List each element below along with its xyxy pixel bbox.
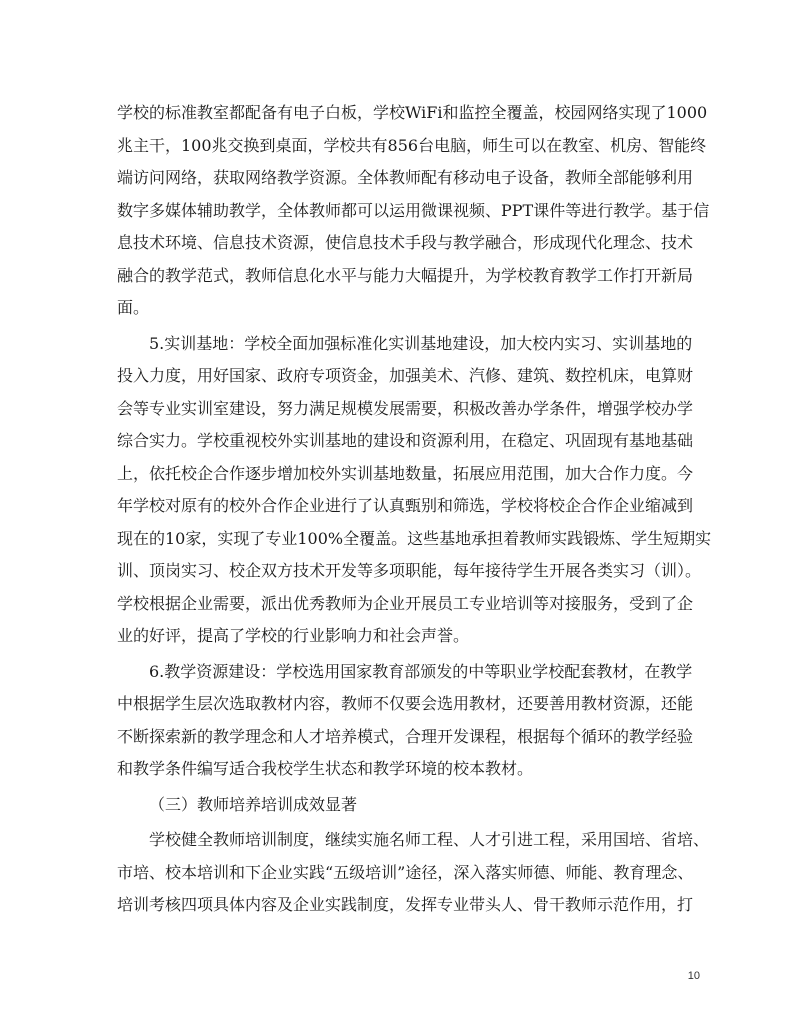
text-line: 和教学条件编写适合我校学生状态和教学环境的校本教材。 bbox=[117, 759, 534, 778]
text-line: 学校的标准教室都配备有电子白板，学校WiFi和监控全覆盖，校园网络实现了1000 bbox=[117, 103, 708, 122]
text-line: 现在的10家，实现了专业100%全覆盖。这些基地承担着教师实践锻炼、学生短期实 bbox=[117, 528, 712, 548]
document-page bbox=[117, 97, 712, 922]
text-line: 学校根据企业需要，派出优秀教师为企业开展员工专业培训等对接服务，受到了企 bbox=[117, 593, 694, 613]
text-line: 训、顶岗实习、校企双方技术开发等多项职能，每年接待学生开展各类实习（训）。 bbox=[117, 561, 702, 580]
text-line: 市培、校本培训和下企业实践“五级培训”途径，深入落实师德、师能、教育理念、 bbox=[117, 862, 694, 882]
text-line: 业的好评，提高了学校的行业影响力和社会声誉。 bbox=[117, 626, 470, 645]
text-line: 上，依托校企合作逐步增加校外实训基地数量，拓展应用范围，加大合作力度。今 bbox=[117, 463, 694, 483]
text-line: 学校健全教师培训制度，继续实施名师工程、人才引进工程，采用国培、省培、 bbox=[149, 830, 710, 849]
text-line: 培训考核四项具体内容及企业实践制度，发挥专业带头人、骨干教师示范作用，打 bbox=[117, 895, 694, 914]
section-heading: （三）教师培养培训成效显著 bbox=[149, 794, 358, 814]
text-line: 数字多媒体辅助教学，全体教师都可以运用微课视频、PPT课件等进行教学。基于信 bbox=[117, 200, 710, 220]
text-line: 年学校对原有的校外合作企业进行了认真甄别和筛选，学校将校企合作企业缩减到 bbox=[117, 496, 694, 515]
text-line: 息技术环境、信息技术资源，使信息技术手段与教学融合，形成现代化理念、技术 bbox=[117, 233, 694, 252]
text-line: 融合的教学范式，教师信息化水平与能力大幅提升，为学校教育教学工作打开新局 bbox=[117, 265, 694, 285]
text-line: 5.实训基地：学校全面加强标准化实训基地建设，加大校内实习、实训基地的 bbox=[149, 333, 693, 353]
text-line: 会等专业实训室建设，努力满足规模发展需要，积极改善办学条件，增强学校办学 bbox=[117, 398, 694, 418]
text-line: 综合实力。学校重视校外实训基地的建设和资源利用，在稳定、巩固现有基地基础 bbox=[117, 431, 694, 450]
text-line: 不断探索新的教学理念和人才培养模式，合理开发课程，根据每个循环的教学经验 bbox=[117, 726, 694, 746]
text-line: 6.教学资源建设：学校选用国家教育部颁发的中等职业学校配套教材，在教学 bbox=[149, 661, 693, 681]
paragraph-4-teacher-training bbox=[117, 824, 710, 922]
text-line: 投入力度，用好国家、政府专项资金，加强美术、汽修、建筑、数控机床，电算财 bbox=[117, 366, 694, 385]
text-line: 兆主干，100兆交换到桌面，学校共有856台电脑，师生可以在教室、机房、智能终 bbox=[117, 135, 707, 155]
text-line: 中根据学生层次选取教材内容，教师不仅要会选用教材，还要善用教材资源，还能 bbox=[117, 694, 694, 713]
page-number: 10 bbox=[687, 970, 700, 982]
paragraph-1 bbox=[117, 97, 710, 325]
text-line: 端访问网络，获取网络教学资源。全体教师配有移动电子设备，教师全部能够利用 bbox=[117, 168, 694, 187]
text-line: 面。 bbox=[117, 298, 150, 317]
paragraph-2-training-base bbox=[117, 328, 712, 653]
paragraph-3-teaching-resources bbox=[117, 656, 694, 786]
